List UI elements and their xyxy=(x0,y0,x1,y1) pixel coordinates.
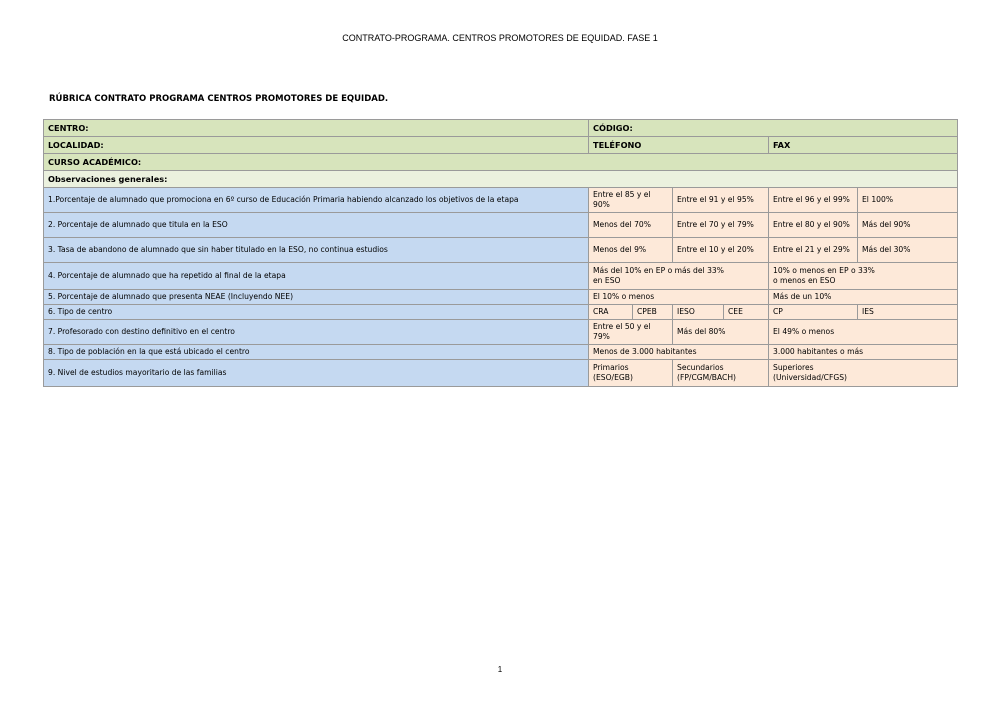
option-cell[interactable]: 10% o menos en EP o 33% o menos en ESO xyxy=(769,263,958,290)
table-row xyxy=(44,238,958,263)
option-cell[interactable]: Entre el 50 y el 79% xyxy=(589,320,673,345)
table-row xyxy=(44,360,958,387)
criterion-label: 3. Tasa de abandono de alumnado que sin haber titulado en la ESO, no continua estudios xyxy=(44,238,589,263)
option-cell[interactable]: Más de un 10% xyxy=(769,290,958,305)
option-cell[interactable]: Entre el 96 y el 99% xyxy=(769,188,858,213)
criterion-label: 7. Profesorado con destino definitivo en el centro xyxy=(44,320,589,345)
option-cell[interactable]: Entre el 10 y el 20% xyxy=(673,238,769,263)
telefono-field[interactable]: TELÉFONO xyxy=(589,137,769,154)
option-cell[interactable]: Más del 10% en EP o más del 33% en ESO xyxy=(589,263,769,290)
option-cell[interactable]: Entre el 80 y el 90% xyxy=(769,213,858,238)
table-row xyxy=(44,320,958,345)
criterion-label: 8. Tipo de población en la que está ubicado el centro xyxy=(44,345,589,360)
fax-field[interactable]: FAX xyxy=(769,137,958,154)
table-row xyxy=(44,305,958,320)
document-title: RÚBRICA CONTRATO PROGRAMA CENTROS PROMOTORES DE EQUIDAD. xyxy=(49,94,389,104)
option-cell[interactable]: Entre el 85 y el 90% xyxy=(589,188,673,213)
table-row xyxy=(44,290,958,305)
option-cell[interactable]: Menos de 3.000 habitantes xyxy=(589,345,769,360)
option-cell[interactable]: Más del 80% xyxy=(673,320,769,345)
localidad-field[interactable]: LOCALIDAD: xyxy=(44,137,589,154)
table-row xyxy=(44,154,958,171)
page-number: 1 xyxy=(497,665,503,674)
option-cell[interactable]: Entre el 91 y el 95% xyxy=(673,188,769,213)
page-header: CONTRATO-PROGRAMA. CENTROS PROMOTORES DE EQUIDAD. FASE 1 xyxy=(342,33,658,43)
option-cell[interactable]: CEE xyxy=(724,305,769,320)
option-cell[interactable]: Primarios (ESO/EGB) xyxy=(589,360,673,387)
option-cell[interactable]: Secundarios (FP/CGM/BACH) xyxy=(673,360,769,387)
option-cell[interactable]: Menos del 70% xyxy=(589,213,673,238)
option-cell[interactable]: Más del 30% xyxy=(858,238,958,263)
curso-field[interactable]: CURSO ACADÉMICO: xyxy=(44,154,958,171)
option-cell[interactable]: El 49% o menos xyxy=(769,320,958,345)
option-cell[interactable]: El 10% o menos xyxy=(589,290,769,305)
observaciones-field[interactable]: Observaciones generales: xyxy=(44,171,958,188)
table-row xyxy=(44,137,958,154)
option-cell[interactable]: Más del 90% xyxy=(858,213,958,238)
option-cell[interactable]: CP xyxy=(769,305,858,320)
table-row xyxy=(44,213,958,238)
criterion-label: 1.Porcentaje de alumnado que promociona en 6º curso de Educación Primaria habiendo alcanzado los objetivos de la etapa xyxy=(44,188,589,213)
criterion-label: 6. Tipo de centro xyxy=(44,305,589,320)
option-cell[interactable]: 3.000 habitantes o más xyxy=(769,345,958,360)
criterion-label: 4. Porcentaje de alumnado que ha repetido al final de la etapa xyxy=(44,263,589,290)
codigo-field[interactable]: CÓDIGO: xyxy=(589,120,958,137)
criterion-label: 5. Porcentaje de alumnado que presenta NEAE (Incluyendo NEE) xyxy=(44,290,589,305)
option-cell[interactable]: El 100% xyxy=(858,188,958,213)
centro-field[interactable]: CENTRO: xyxy=(44,120,589,137)
option-cell[interactable]: CRA xyxy=(589,305,633,320)
table-row xyxy=(44,263,958,290)
option-cell[interactable]: IES xyxy=(858,305,958,320)
table-row xyxy=(44,188,958,213)
option-cell[interactable]: Entre el 70 y el 79% xyxy=(673,213,769,238)
option-cell[interactable]: Superiores (Universidad/CFGS) xyxy=(769,360,958,387)
option-cell[interactable]: Entre el 21 y el 29% xyxy=(769,238,858,263)
option-cell[interactable]: IESO xyxy=(673,305,724,320)
criterion-label: 9. Nivel de estudios mayoritario de las familias xyxy=(44,360,589,387)
criterion-label: 2. Porcentaje de alumnado que titula en la ESO xyxy=(44,213,589,238)
table-row xyxy=(44,171,958,188)
option-cell[interactable]: Menos del 9% xyxy=(589,238,673,263)
option-cell[interactable]: CPEB xyxy=(633,305,673,320)
rubric-table xyxy=(43,119,958,387)
table-row xyxy=(44,345,958,360)
table-row xyxy=(44,120,958,137)
